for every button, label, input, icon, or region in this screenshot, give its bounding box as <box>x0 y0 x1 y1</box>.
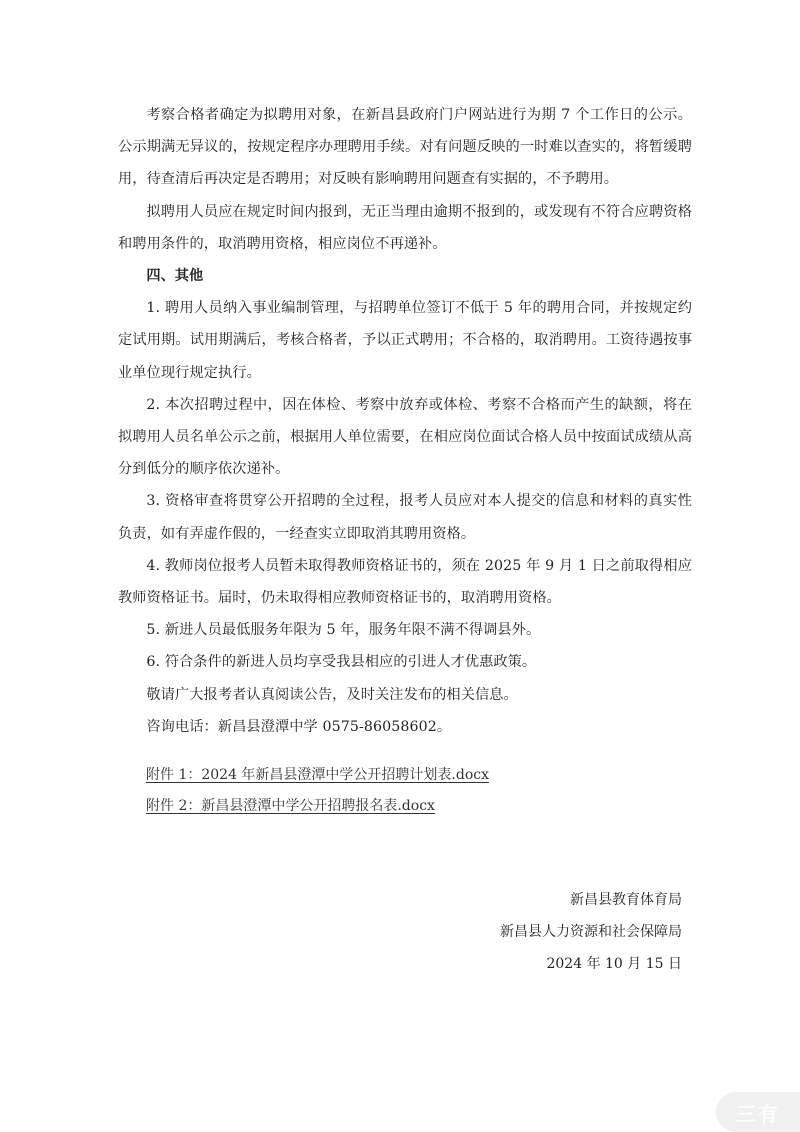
attachment-link-registration-form[interactable]: 附件 2：新昌县澄潭中学公开招聘报名表.docx <box>146 798 435 814</box>
paragraph-item-5: 5. 新进人员最低服务年限为 5 年，服务年限不满不得调县外。 <box>146 622 541 639</box>
issuer-hr-bureau: 新昌县人力资源和社会保障局 <box>500 924 682 940</box>
paragraph-item-3: 3. 资格审查将贯穿公开招聘的全过程，报考人员应对本人提交的信息和材料的真实性负责，如有弄虚作假的，一经查实立即取消其聘用资格。 <box>118 493 692 542</box>
paragraph-notice: 敬请广大报考者认真阅读公告，及时关注发布的相关信息。 <box>146 686 518 703</box>
paragraph-contact-phone: 咨询电话：新昌县澄潭中学 0575-86058602。 <box>146 718 452 735</box>
paragraph-item-2: 2. 本次招聘过程中，因在体检、考察中放弃或体检、考察不合格而产生的缺额，将在拟聘用人员名单公示之前，根据用人单位需要，在相应岗位面试合格人员中按面试成绩从高分到低分的顺序依次递补。 <box>118 396 692 478</box>
watermark-logo <box>716 1092 800 1132</box>
paragraph-item-1: 1. 聘用人员纳入事业编制管理，与招聘单位签订不低于 5 年的聘用合同，并按规定约定试用期。试用期满后，考核合格者，予以正式聘用；不合格的，取消聘用。工资待遇按事业单位现行规定执行。 <box>118 300 692 381</box>
document-body <box>118 99 692 743</box>
paragraph-report-deadline: 拟聘用人员应在规定时间内报到，无正当理由逾期不报到的，或发现有不符合应聘资格和聘用条件的，取消聘用资格，相应岗位不再递补。 <box>118 203 692 252</box>
watermark-logo-text: 三有 <box>736 1101 780 1126</box>
paragraph-item-4: 4. 教师岗位报考人员暂未取得教师资格证书的，须在 2025 年 9 月 1 日之前取得相应教师资格证书。届时，仍未取得相应教师资格证书的，取消聘用资格。 <box>118 557 692 607</box>
paragraph-item-6: 6. 符合条件的新进人员均享受我县相应的引进人才优惠政策。 <box>146 654 537 671</box>
paragraph-publicity: 考察合格者确定为拟聘用对象，在新昌县政府门户网站进行为期 7 个工作日的公示。公示期满无异议的，按规定程序办理聘用手续。对有问题反映的一时难以查实的，将暂缓聘用，待查清后再决定是否聘用；对反映有影响聘用问题查有实据的，不予聘用。 <box>118 107 692 188</box>
issuer-education-bureau: 新昌县教育体育局 <box>570 892 682 908</box>
issue-date: 2024 年 10 月 15 日 <box>546 956 682 972</box>
attachment-link-plan-table[interactable]: 附件 1：2024 年新昌县澄潭中学公开招聘计划表.docx <box>146 767 490 783</box>
section-heading-other: 四、其他 <box>146 268 204 285</box>
attachment-list <box>146 760 706 822</box>
signature-block <box>500 884 682 980</box>
